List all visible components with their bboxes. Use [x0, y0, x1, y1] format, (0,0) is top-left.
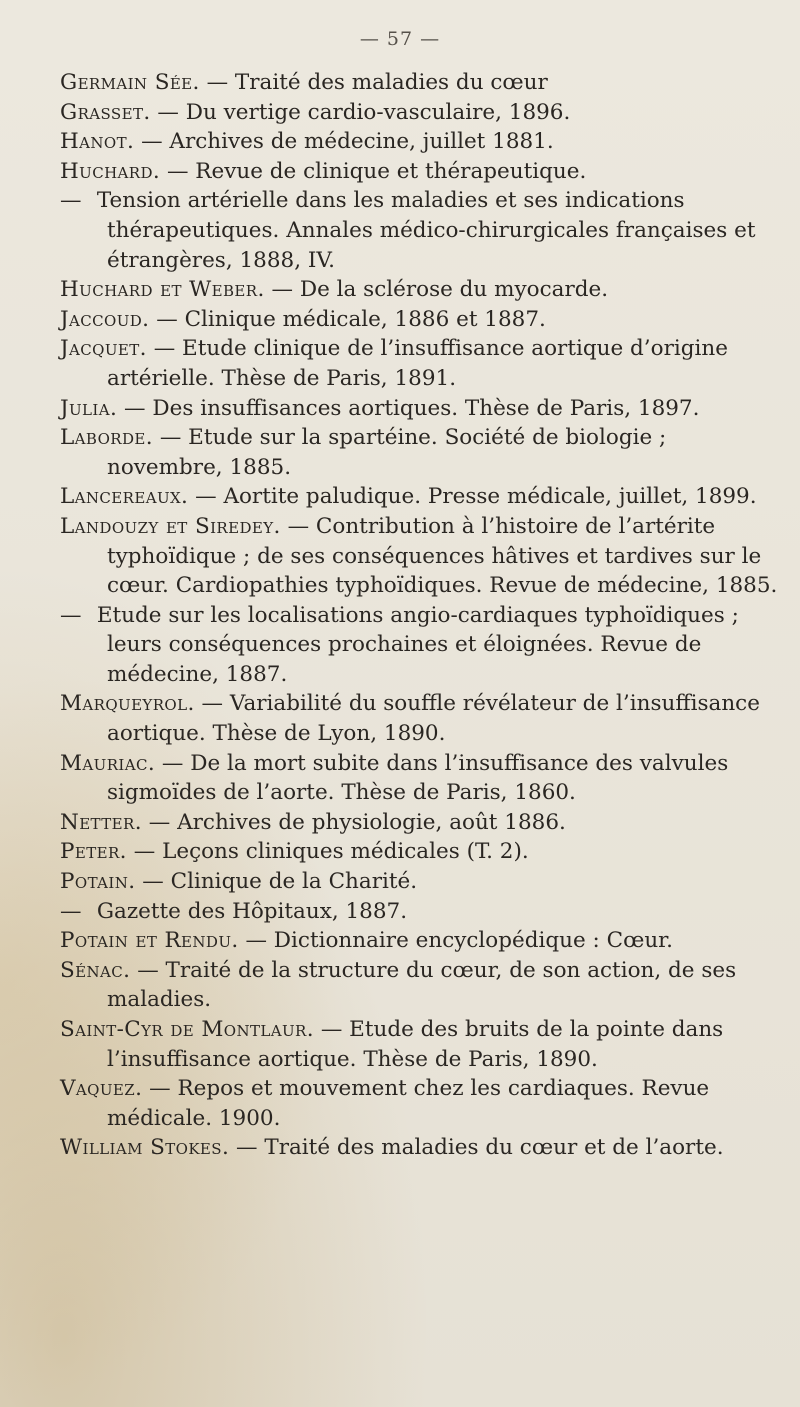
bibliography-entry	[60, 956, 780, 1015]
entry-text: — Dictionnaire encyclopédique : Cœur.	[238, 928, 673, 954]
entry-text: — Archives de médecine, juillet 1881.	[134, 129, 554, 155]
bibliography-list	[60, 68, 780, 1163]
entry-text: — De la mort subite dans l’insuffisance des valvules sigmoïdes de l’aorte. Thèse de Paris, 1860.	[107, 750, 729, 806]
entry-author: Vaquez.	[60, 1076, 143, 1102]
entry-author: Saint-Cyr de Montlaur.	[60, 1017, 314, 1042]
entry-text: — Traité de la structure du cœur, de son action, de ses maladies.	[107, 957, 737, 1013]
bibliography-entry	[60, 186, 780, 275]
bibliography-entry	[60, 334, 780, 393]
entry-author-dash: —	[60, 602, 82, 628]
bibliography-entry	[60, 157, 780, 187]
entry-text: — Traité des maladies du cœur et de l’aorte.	[229, 1135, 724, 1161]
entry-text: — Archives de physiologie, août 1886.	[141, 809, 566, 835]
entry-author: Laborde.	[60, 425, 154, 451]
entry-author: Potain.	[60, 869, 136, 895]
entry-text: Tension artérielle dans les maladies et ses indications thérapeutiques. Annales médico-chirurgicales françaises et étrangères, 1888, IV.	[90, 188, 756, 273]
page-number: — 57 —	[359, 28, 441, 50]
bibliography-entry	[60, 482, 780, 512]
entry-text: — Du vertige cardio-vasculaire, 1896.	[150, 99, 571, 125]
entry-author: Hanot.	[60, 129, 135, 155]
entry-author: Huchard.	[60, 158, 161, 184]
entry-text: — Contribution à l’histoire de l’artérite typhoïdique ; de ses conséquences hâtives et tardives sur le cœur. Cardiopathies typhoïdiques. Revue de médecine, 1885.	[107, 513, 778, 599]
entry-author: Grasset.	[60, 99, 151, 125]
entry-author: Lancereaux.	[60, 484, 189, 510]
entry-text: — Leçons cliniques médicales (T. 2).	[126, 839, 529, 865]
entry-text: — Aortite paludique. Presse médicale, juillet, 1899.	[188, 484, 757, 510]
entry-author: Netter.	[60, 809, 142, 835]
entry-author: Germain Sée.	[60, 70, 200, 95]
bibliography-entry	[60, 926, 780, 956]
bibliography-entry	[60, 275, 780, 305]
bibliography-entry	[60, 127, 780, 157]
entry-text: — Clinique de la Charité.	[135, 869, 418, 895]
entry-text: Etude sur les localisations angio-cardiaques typhoïdiques ; leurs conséquences prochaines et éloignées. Revue de médecine, 1887.	[90, 602, 739, 687]
bibliography-entry	[60, 512, 780, 601]
entry-text: — Etude sur la spartéine. Société de biologie ; novembre, 1885.	[107, 425, 667, 480]
bibliography-entry	[60, 423, 780, 482]
entry-text: — Etude des bruits de la pointe dans l’insuffisance aortique. Thèse de Paris, 1890.	[107, 1017, 724, 1072]
bibliography-entry	[60, 689, 780, 748]
bibliography-entry	[60, 897, 780, 927]
bibliography-entry	[60, 837, 780, 867]
bibliography-entry	[60, 1074, 780, 1133]
entry-text: — Clinique médicale, 1886 et 1887.	[149, 306, 546, 332]
entry-author: William Stokes.	[60, 1135, 230, 1161]
entry-author: Jacquet.	[60, 336, 147, 362]
entry-author: Sénac.	[60, 957, 131, 983]
bibliography-entry	[60, 68, 780, 98]
entry-text: — Variabilité du souffle révélateur de l’insuffisance aortique. Thèse de Lyon, 1890.	[107, 691, 760, 747]
entry-author: Jaccoud.	[60, 306, 150, 332]
entry-text: — De la sclérose du myocarde.	[264, 277, 609, 303]
entry-text: — Des insuffisances aortiques. Thèse de Paris, 1897.	[117, 395, 700, 421]
bibliography-entry	[60, 1133, 780, 1163]
entry-text: Gazette des Hôpitaux, 1887.	[90, 898, 408, 924]
entry-author: Julia.	[60, 395, 118, 421]
entry-author-dash: —	[60, 898, 82, 924]
entry-author: Mauriac.	[60, 750, 156, 776]
entry-author: Landouzy et Siredey.	[60, 513, 281, 539]
bibliography-entry	[60, 98, 780, 128]
bibliography-entry	[60, 601, 780, 690]
entry-text: — Etude clinique de l’insuffisance aortique d’origine artérielle. Thèse de Paris, 1891.	[107, 336, 728, 391]
entry-author: Potain et Rendu.	[60, 928, 239, 954]
entry-text: — Repos et mouvement chez les cardiaques. Revue médicale. 1900.	[107, 1076, 710, 1131]
entry-text: — Revue de clinique et thérapeutique.	[160, 158, 587, 184]
bibliography-entry	[60, 808, 780, 838]
entry-author: Peter.	[60, 839, 127, 865]
entry-author-dash: —	[60, 188, 82, 214]
bibliography-entry	[60, 394, 780, 424]
bibliography-entry	[60, 305, 780, 335]
entry-author: Marqueyrol.	[60, 691, 195, 717]
entry-text: — Traité des maladies du cœur	[199, 70, 548, 95]
bibliography-entry	[60, 1015, 780, 1074]
bibliography-entry	[60, 749, 780, 808]
bibliography-entry	[60, 867, 780, 897]
entry-author: Huchard et Weber.	[60, 277, 265, 303]
